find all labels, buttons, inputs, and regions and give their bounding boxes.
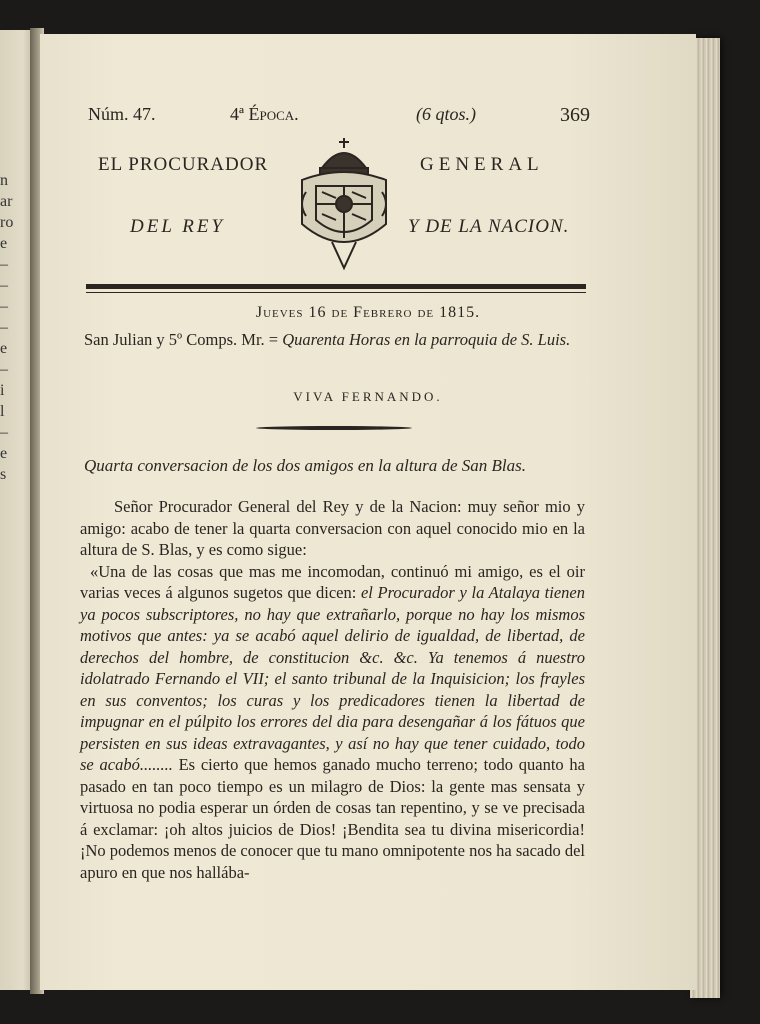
masthead-rule-thick (86, 284, 586, 289)
margin-fragment: l (0, 403, 5, 420)
paragraph-2 (80, 561, 585, 884)
paragraph-2-start: «Una de las cosas que mas me incomodan, continuó mi amigo, es el oir varias veces á algunos sugetos que dicen: (80, 561, 585, 602)
epoch-label: 4ª Época. (230, 104, 299, 124)
masthead-general: GENERAL (420, 154, 544, 175)
masthead-nacion: Y DE LA NACION. (408, 216, 570, 237)
margin-fragment: ro (0, 214, 14, 231)
paragraph-2-end: Es cierto que hemos ganado mucho terreno; todo quanto ha pasado en tan poco tiempo es un milagro de Dios: la gente mas sensata y virtuosa no podia esperar un órden de cosas tan repentino, y se ve precisada á exclamar: ¡oh altos juicios de Dios! ¡Bendita sea tu divina misericordia! ¡No podemos menos de conocer que tu mano omnipotente nos ha sacado del apuro en que nos hallába- (80, 755, 585, 882)
saint-of-day (84, 330, 594, 350)
margin-fragment: n (0, 172, 8, 189)
masthead-rule-thin (86, 292, 586, 293)
margin-fragment: – (0, 361, 8, 378)
margin-fragment: e (0, 235, 8, 252)
newspaper-page (40, 34, 696, 990)
margin-fragment: e (0, 340, 8, 357)
margin-fragment: – (0, 277, 8, 294)
margin-fragment: s (0, 466, 7, 483)
paragraph-2-quote: el Procurador y la Atalaya tienen ya pocos subscriptores, no hay que extrañarlo, porque no hay los mismos motivos que antes: ya se acabó aquel delirio de igualdad, de libertad, de derechos del hombre, de constitucion &c. &c. Ya tenemos á nuestro idolatrado Fernando el VII; el santo tribunal de la Inquisicion; los frayles en sus conventos; los curas y los predicadores tienen la libertad de impugnar en el púlpito los errores del dia para desengañar á los fátuos que persisten en sus ideas extravagantes, y así no hay que tener cuidado, todo se acabó........ (80, 583, 585, 774)
margin-fragment: – (0, 319, 8, 336)
left-page-margin-text (0, 170, 18, 485)
article-subtitle: Quarta conversacion de los dos amigos en la altura de San Blas. (84, 456, 526, 475)
margin-fragment: e (0, 445, 8, 462)
masthead-del-rey: DEL REY (130, 216, 226, 237)
margin-fragment: ar (0, 193, 13, 210)
paragraph-1: Señor Procurador General del Rey y de la Nacion: muy señor mio y amigo: acabo de tener la quarta conversacion con aquel conocido mio en la altura de S. Blas, y es como sigue: (80, 497, 585, 559)
margin-fragment: i (0, 382, 5, 399)
article-body (80, 496, 585, 883)
issue-number: Núm. 47. (88, 104, 156, 124)
margin-fragment: – (0, 424, 8, 441)
saint-plain-text: San Julian y 5º Comps. Mr. = (84, 330, 283, 349)
quires-label: (6 qtos.) (416, 104, 476, 124)
masthead-el-procurador: EL PROCURADOR (98, 154, 269, 175)
saint-italic-text: Quarenta Horas en la parroquia de S. Luis. (282, 330, 571, 349)
dateline: Jueves 16 de Febrero de 1815. (255, 304, 481, 321)
margin-fragment: – (0, 256, 8, 273)
divider-ornament (256, 426, 412, 430)
page-number: 369 (560, 104, 590, 126)
royal-coat-of-arms-icon (292, 134, 396, 274)
margin-fragment: – (0, 298, 8, 315)
viva-fernando: VIVA FERNANDO. (293, 389, 443, 404)
